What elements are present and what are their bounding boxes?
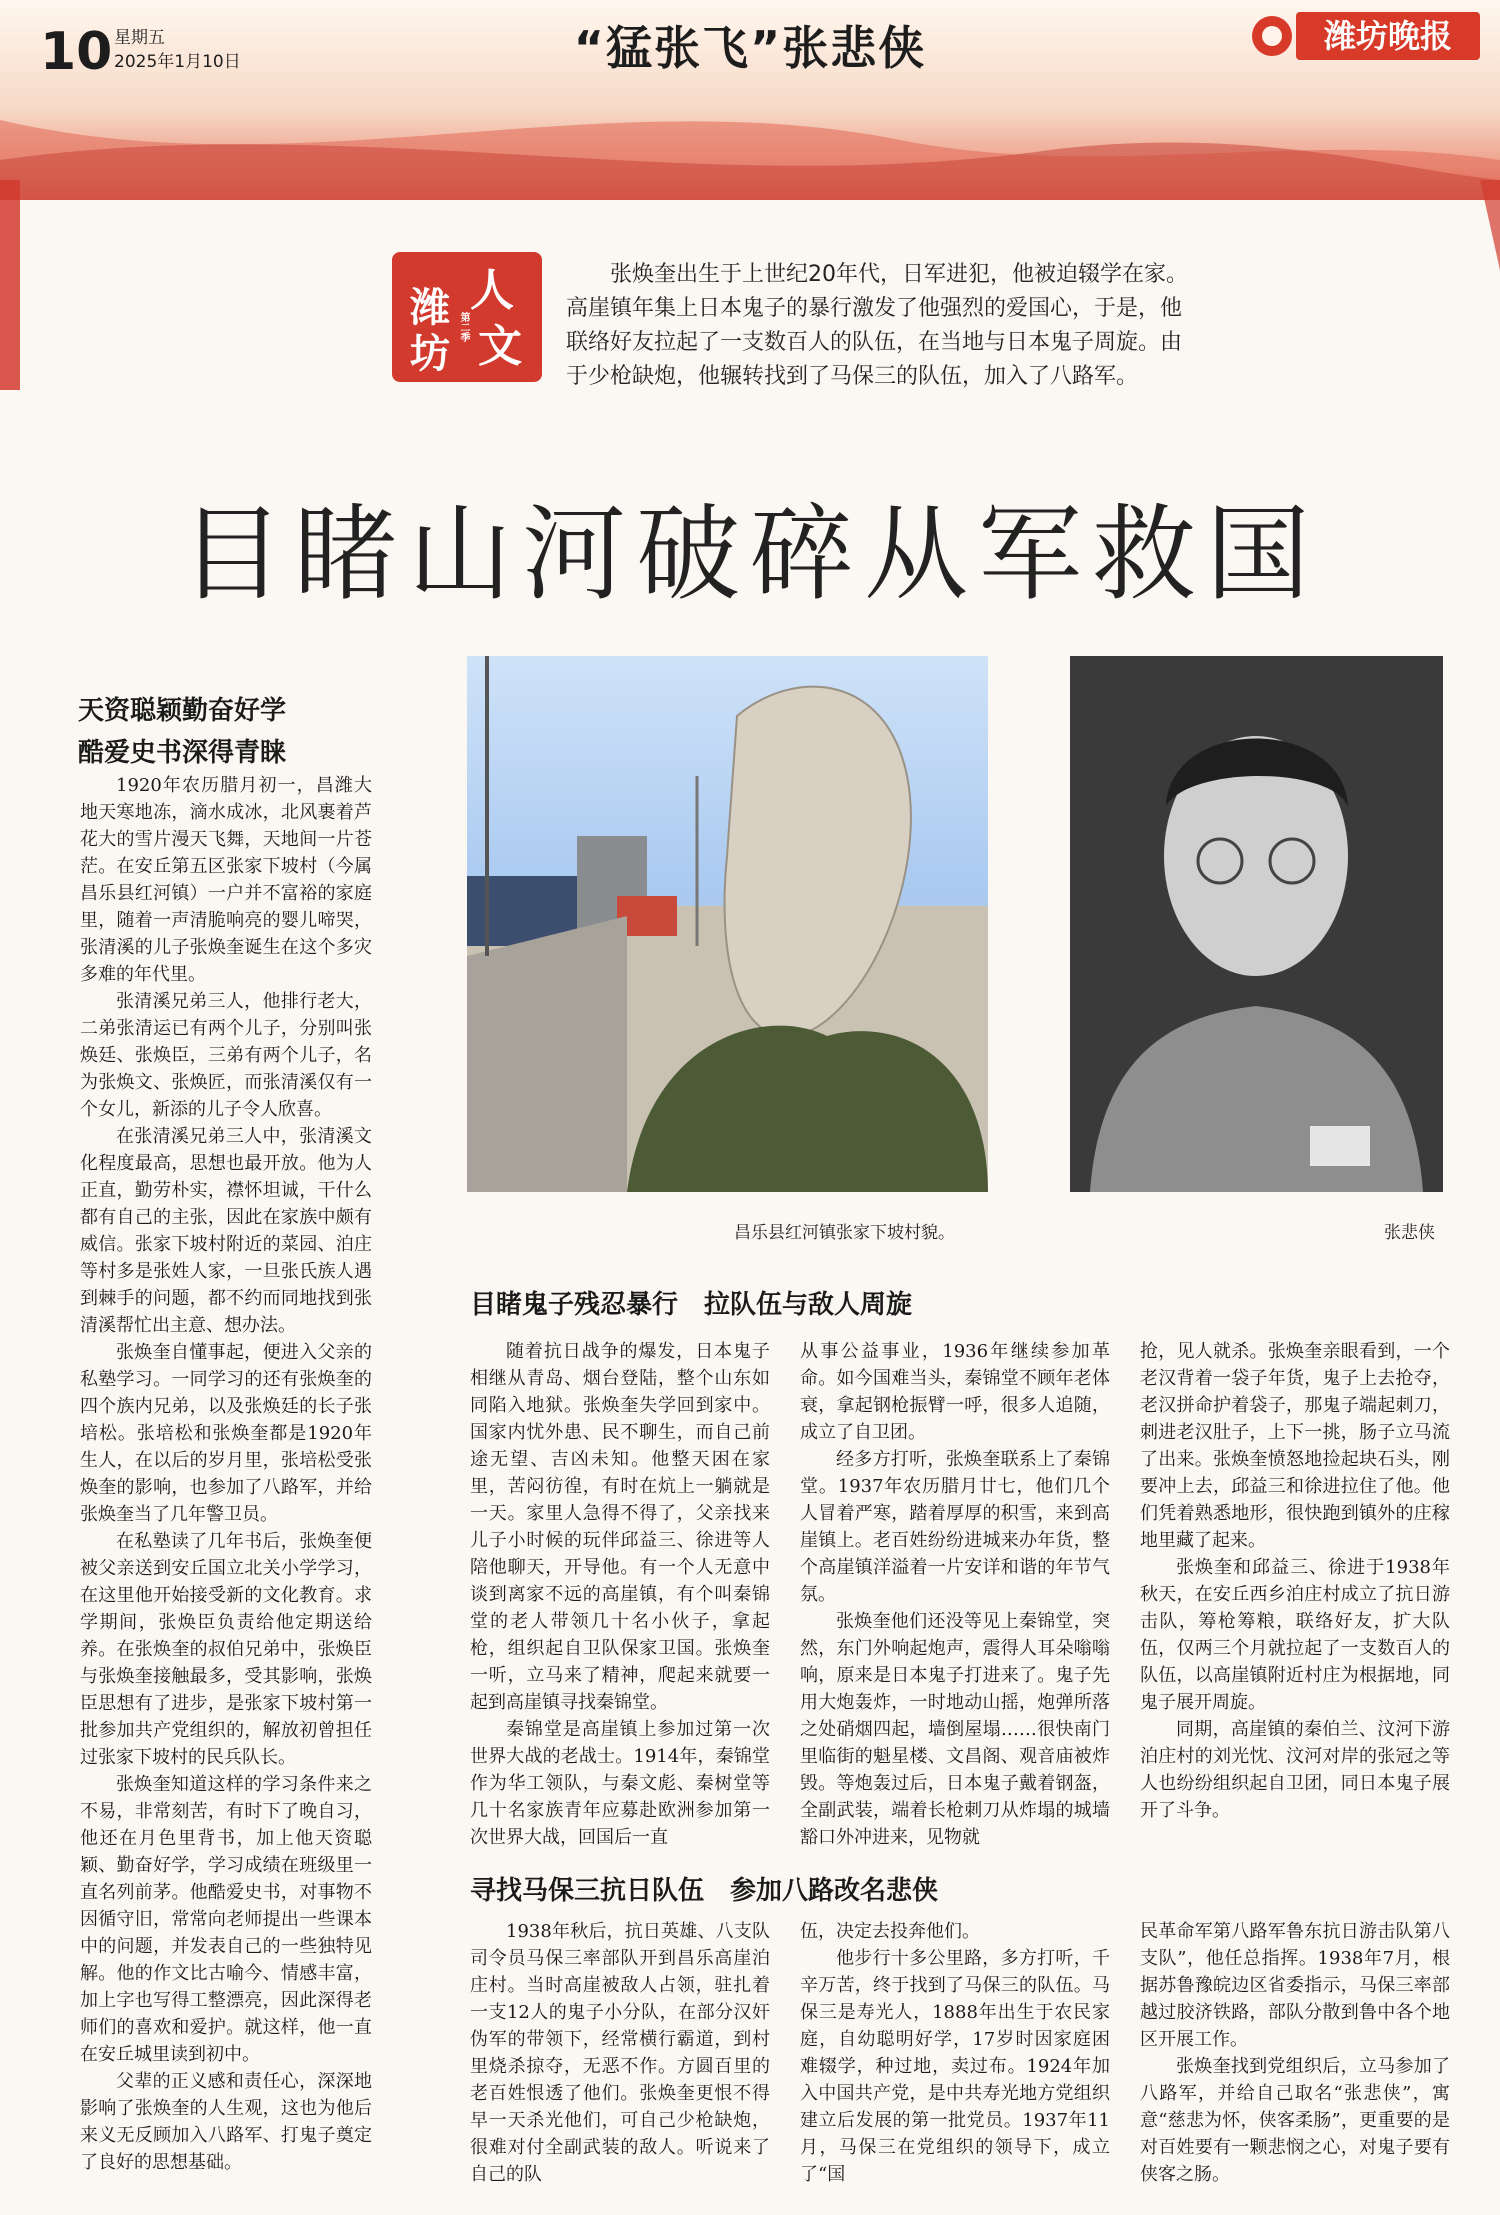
section3-paragraph: 他步行十多公里路，多方打听，千辛万苦，终于找到了马保三的队伍。马保三是寿光人，1888年出生于农民家庭，自幼聪明好学，17岁时因家庭困难辍学，种过地，卖过布。1924年加入中国共产党，是中共寿光地方党组织建立后发展的第一批党员。1937年11月，马保三在党组织的领导下，成立了“国 <box>800 1948 1110 2185</box>
section1-heading-line1: 天资聪颖勤奋好学 <box>78 696 287 726</box>
article-headline: 目睹山河破碎从军救国 <box>179 493 1320 615</box>
section2-paragraph: 经多方打听，张焕奎联系上了秦锦堂。1937年农历腊月廿七，他们几个人冒着严寒，踏着厚厚的积雪，来到高崖镇上。老百姓纷纷进城来办年货，整个高崖镇洋溢着一片安详和谐的年节气氛。 <box>800 1449 1110 1605</box>
section2-paragraph: 张焕奎他们还没等见上秦锦堂，突然，东门外响起炮声，震得人耳朵嗡嗡响，原来是日本鬼子打进来了。鬼子先用大炮轰炸，一时地动山摇，炮弹所落之处硝烟四起，墙倒屋塌……很快南门里临街的魁星楼、文昌阁、观音庙被炸毁。等炮轰过后，日本鬼子戴着钢盔，全副武装，端着长枪刺刀从炸塌的城墙豁口外冲进来，见物就 <box>800 1611 1110 1848</box>
newspaper-name: 潍坊晚报 <box>1296 12 1480 60</box>
logo-mark-icon <box>1252 16 1292 56</box>
section3-paragraph: 张焕奎找到党组织后，立马参加了八路军，并给自己取名“张悲侠”，寓意“慈悲为怀，侠客柔肠”，更重要的是对百姓要有一颗悲悯之心，对鬼子要有侠客之肠。 <box>1140 2056 1450 2185</box>
portrait-photo <box>1070 656 1443 1192</box>
column-stamp <box>392 252 542 382</box>
section3-paragraph: 民革命军第八路军鲁东抗日游击队第八支队”，他任总指挥。1938年7月，根据苏鲁豫皖边区省委指示，马保三率部越过胶济铁路，部队分散到鲁中各个地区开展工作。 <box>1140 1921 1450 2050</box>
section1-heading <box>78 690 286 774</box>
section2-paragraph: 随着抗日战争的爆发，日本鬼子相继从青岛、烟台登陆，整个山东如同陷入地狱。张焕奎失学回到家中。国家内忧外患、民不聊生，而自己前途无望、吉凶未知。他整天困在家里，苦闷彷徨，有时在炕上一躺就是一天。家里人急得不得了，父亲找来儿子小时候的玩伴邱益三、徐进等人陪他聊天，开导他。有一个人无意中谈到离家不远的高崖镇，有个叫秦锦堂的老人带领几十名小伙子，拿起枪，组织起自卫队保家卫国。张焕奎一听，立马来了精神，爬起来就要一起到高崖镇寻找秦锦堂。 <box>470 1341 770 1713</box>
page-section-title: “猛张飞”张悲侠 <box>573 21 927 75</box>
section3-column-2 <box>800 1918 1110 2188</box>
section1-paragraph: 在张清溪兄弟三人中，张清溪文化程度最高，思想也最开放。他为人正直，勤劳朴实，襟怀坦诚，干什么都有自己的主张，因此在家族中颇有威信。张家下坡村附近的菜园、泊庄等村多是张姓人家，一旦张氏族人遇到棘手的问题，都不约而同地找到张清溪帮忙出主意、想办法。 <box>80 1126 372 1336</box>
section1-paragraph: 张清溪兄弟三人，他排行老大，二弟张清运已有两个儿子，分别叫张焕廷、张焕臣，三弟有两个儿子，名为张焕文、张焕匠，而张清溪仅有一个女儿，新添的儿子令人欣喜。 <box>80 991 372 1120</box>
stamp-sub: 第二季 <box>458 312 469 342</box>
section2-paragraph: 秦锦堂是高崖镇上参加过第一次世界大战的老战士。1914年，秦锦堂作为华工领队，与秦文彪、秦树堂等几十名家族青年应募赴欧洲参加第一次世界大战，回国后一直 <box>470 1719 770 1848</box>
village-photo-caption: 昌乐县红河镇张家下坡村貌。 <box>734 1223 955 1243</box>
stamp-char-3: 坊 <box>410 330 450 377</box>
section2-column-3 <box>1140 1338 1450 1824</box>
section1-paragraph: 1920年农历腊月初一，昌潍大地天寒地冻，滴水成冰，北风裹着芦花大的雪片漫天飞舞，天地间一片苍茫。在安丘第五区张家下坡村（今属昌乐县红河镇）一户并不富裕的家庭里，随着一声清脆响亮的婴儿啼哭，张清溪的儿子张焕奎诞生在这个多灾多难的年代里。 <box>80 775 372 985</box>
section3-paragraph: 1938年秋后，抗日英雄、八支队司令员马保三率部队开到昌乐高崖泊庄村。当时高崖被敌人占领，驻扎着一支12人的鬼子小分队，在部分汉奸伪军的带领下，经常横行霸道，到村里烧杀掠夺，无恶不作。方圆百里的老百姓恨透了他们。张焕奎更恨不得早一天杀光他们，可自己少枪缺炮，很难对付全副武装的敌人。听说来了自己的队 <box>470 1921 770 2185</box>
issue-date: 2025年1月10日 <box>114 52 241 72</box>
section2-heading: 目睹鬼子残忍暴行 拉队伍与敌人周旋 <box>470 1290 913 1320</box>
page-header <box>0 0 1500 200</box>
section1-paragraph: 父辈的正义感和责任心，深深地影响了张焕奎的人生观，这也为他后来义无反顾加入八路军、打鬼子奠定了良好的思想基础。 <box>80 2071 372 2173</box>
stamp-char-4: 文 <box>478 321 522 372</box>
section2-paragraph: 抢，见人就杀。张焕奎亲眼看到，一个老汉背着一袋子年货，鬼子上去抢夺，老汉拼命护着袋子，那鬼子端起刺刀，刺进老汉肚子，上下一挑，肠子立马流了出来。张焕奎愤怒地捡起块石头，刚要冲上去，邱益三和徐进拉住了他。他们凭着熟悉地形，很快跑到镇外的庄稼地里藏了起来。 <box>1140 1341 1450 1551</box>
portrait-caption: 张悲侠 <box>1384 1223 1435 1243</box>
stamp-char-2: 人 <box>470 265 514 316</box>
section1-paragraph: 张焕奎自懂事起，便进入父亲的私塾学习。一同学习的还有张焕奎的四个族内兄弟，以及张焕廷的长子张培松。张培松和张焕奎都是1920年生人，在以后的岁月里，张培松受张焕奎的影响，也参加了八路军，并给张焕奎当了几年警卫员。 <box>80 1342 372 1525</box>
portrait-illustration <box>1070 656 1443 1192</box>
newspaper-logo <box>1252 12 1480 60</box>
section3-column-1 <box>470 1918 770 2188</box>
section1-heading-line2: 酷爱史书深得青睐 <box>78 738 287 768</box>
stamp-char-1: 潍 <box>410 284 450 331</box>
weekday: 星期五 <box>114 28 165 48</box>
village-photo-illustration <box>467 656 988 1192</box>
intro-summary: 张焕奎出生于上世纪20年代，日军进犯，他被迫辍学在家。高崖镇年集上日本鬼子的暴行激发了他强烈的爱国心，于是，他联络好友拉起了一支数百人的队伍，在当地与日本鬼子周旋。由于少枪缺炮，他辗转找到了马保三的队伍，加入了八路军。 <box>566 262 1188 389</box>
village-photo <box>467 656 988 1192</box>
page-number: 10 <box>40 22 113 82</box>
section3-column-3 <box>1140 1918 1450 2188</box>
section1-paragraph: 在私塾读了几年书后，张焕奎便被父亲送到安丘国立北关小学学习，在这里他开始接受新的文化教育。求学期间，张焕臣负责给他定期送给养。在张焕奎的叔伯兄弟中，张焕臣与张焕奎接触最多，受其影响，张焕臣思想有了进步，是张家下坡村第一批参加共产党组织的，解放初曾担任过张家下坡村的民兵队长。 <box>80 1531 372 1768</box>
section1-column <box>80 772 372 2176</box>
section2-paragraph: 从事公益事业，1936年继续参加革命。如今国难当头，秦锦堂不顾年老体衰，拿起钢枪振臂一呼，很多人追随，成立了自卫团。 <box>800 1341 1110 1443</box>
section1-paragraph: 张焕奎知道这样的学习条件来之不易，非常刻苦，有时下了晚自习，他还在月色里背书，加上他天资聪颖、勤奋好学，学习成绩在班级里一直名列前茅。他酷爱史书，对事物不因循守旧，常常向老师提出一些课本中的问题，并发表自己的一些独特见解。他的作文比古喻今、情感丰富，加上字也写得工整漂亮，因此深得老师们的喜欢和爱护。就这样，他一直在安丘城里读到初中。 <box>80 1774 372 2065</box>
section3-heading: 寻找马保三抗日队伍 参加八路改名悲侠 <box>470 1876 939 1906</box>
section2-paragraph: 张焕奎和邱益三、徐进于1938年秋天，在安丘西乡泊庄村成立了抗日游击队，筹枪筹粮，联络好友，扩大队伍，仅两三个月就拉起了一支数百人的队伍，以高崖镇附近村庄为根据地，同鬼子展开周旋。 <box>1140 1557 1450 1713</box>
section3-paragraph: 伍，决定去投奔他们。 <box>800 1921 980 1942</box>
section2-paragraph: 同期，高崖镇的秦伯兰、汶河下游泊庄村的刘光忱、汶河对岸的张冠之等人也纷纷组织起自卫团，同日本鬼子展开了斗争。 <box>1140 1719 1450 1821</box>
section2-column-2 <box>800 1338 1110 1851</box>
section2-column-1 <box>470 1338 770 1851</box>
